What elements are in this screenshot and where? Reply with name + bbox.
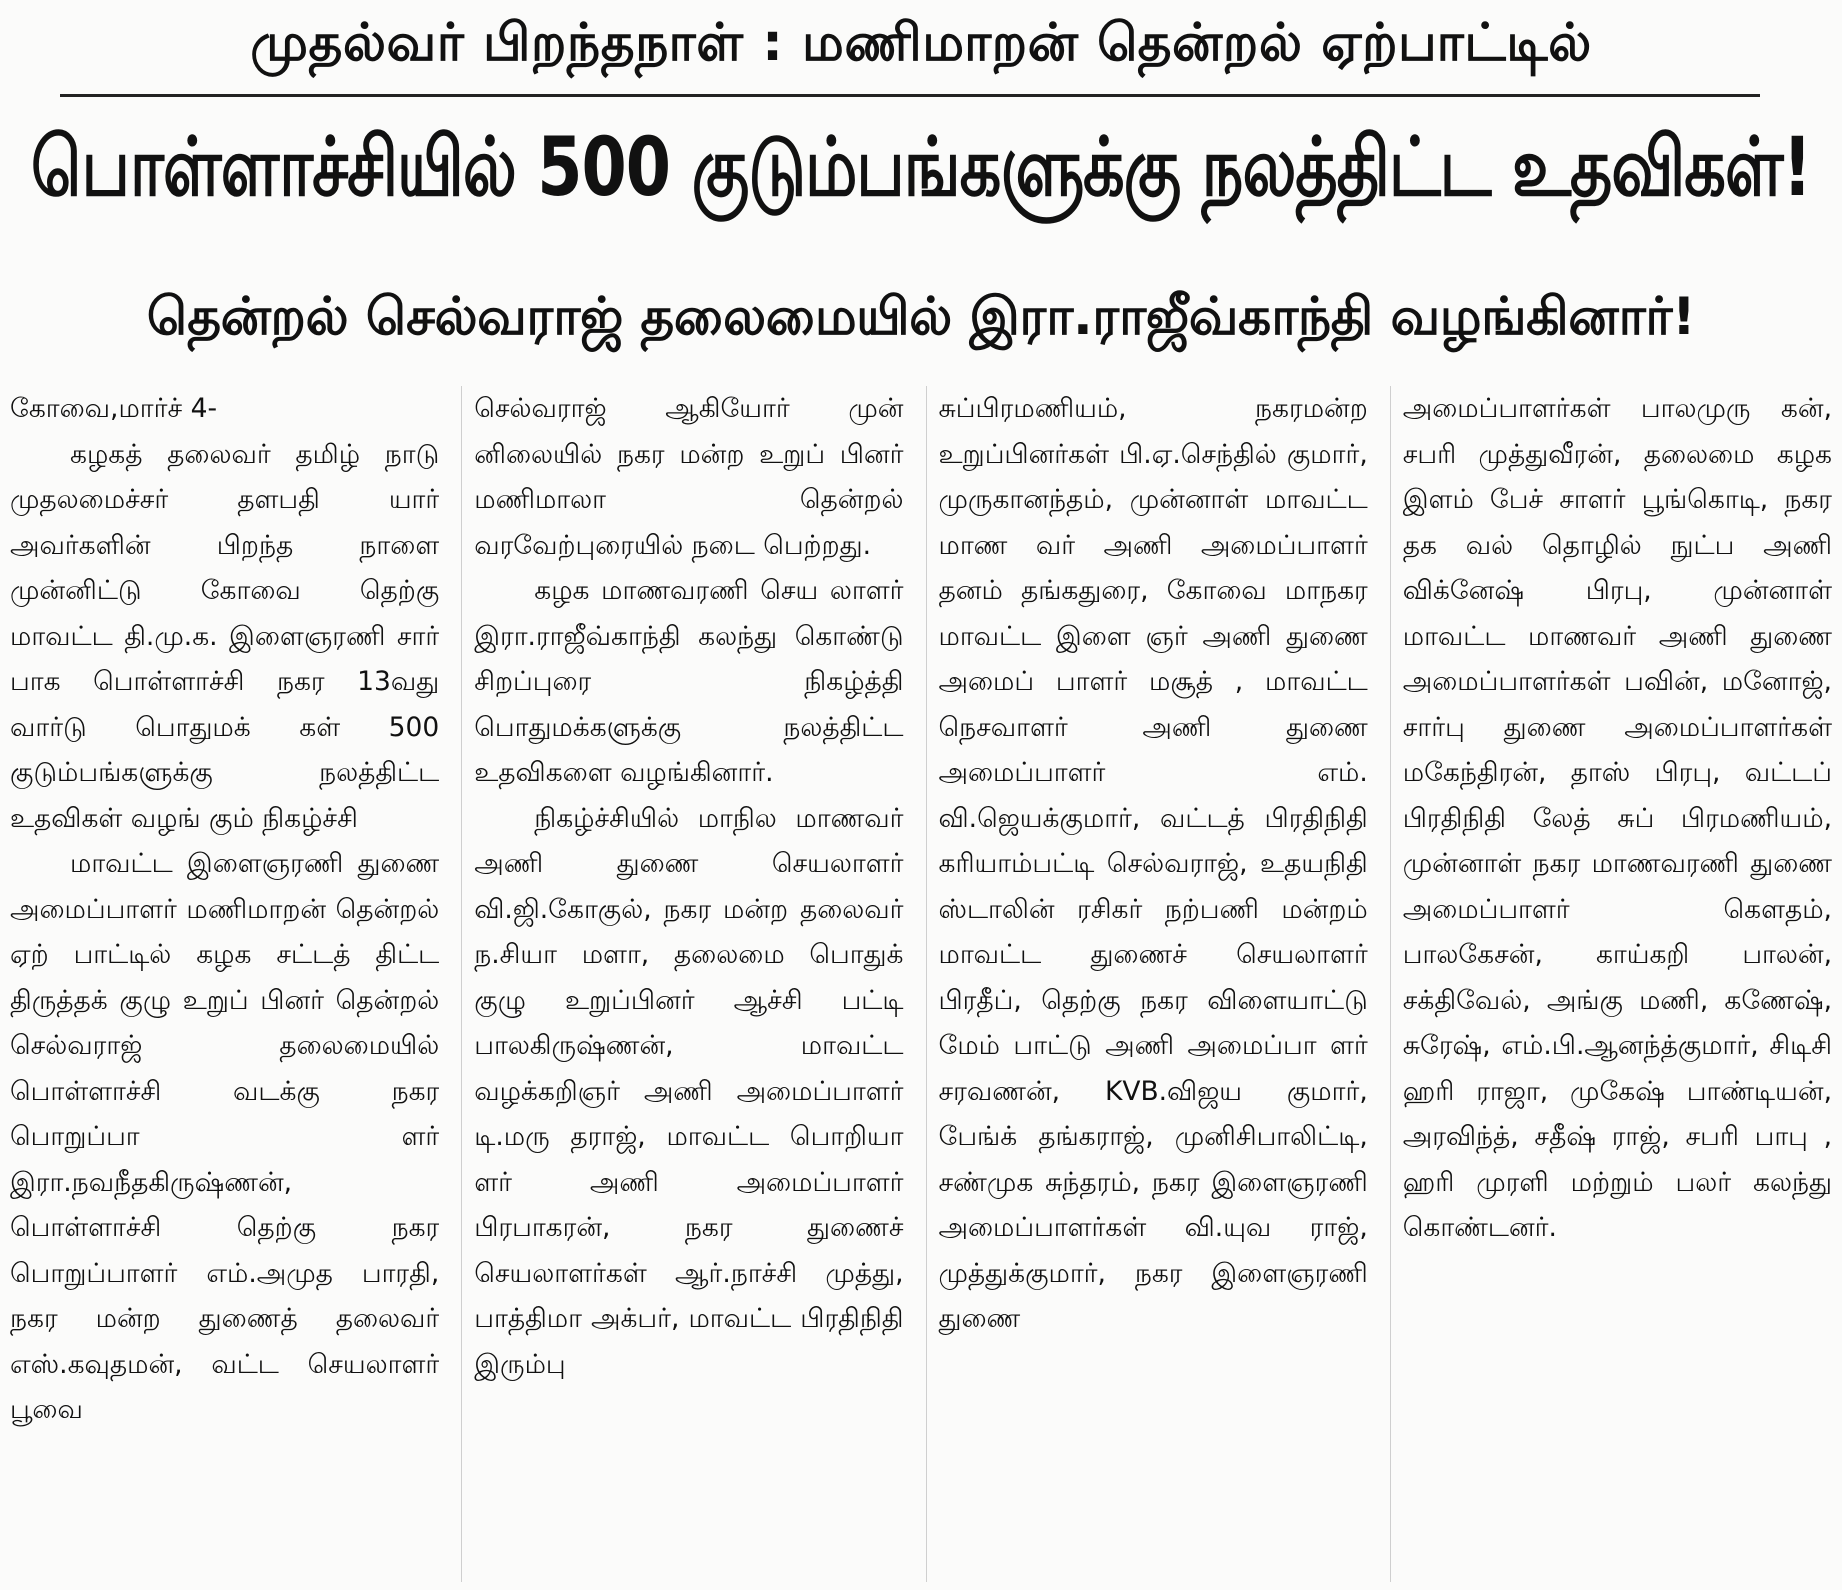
- article-column-4: [1390, 386, 1832, 1582]
- article-column-1: [10, 386, 439, 1582]
- paragraph: செல்வராஜ் ஆகியோர் முன் னிலையில் நகர மன்ற உறுப் பினர் மணிமாலா தென்றல் வரவேற்புரையில் நடை பெற்றது.: [474, 393, 904, 561]
- paragraph: கழக மாணவரணி செய லாளர் இரா.ராஜீவ்காந்தி கலந்து கொண்டு சிறப்புரை நிகழ்த்தி பொதுமக்களுக்கு நலத்திட்ட உதவிகளை வழங்கினார்.: [474, 575, 904, 788]
- paragraph: கழகத் தலைவர் தமிழ் நாடு முதலமைச்சர் தளபதி யார் அவர்களின் பிறந்த நாளை முன்னிட்டு கோவை தெற்கு மாவட்ட தி.மு.க. இளைஞரணி சார் பாக பொள்ளாச்சி நகர 13வது வார்டு பொதுமக் கள் 500 குடும்பங்களுக்கு நலத்திட்ட உதவிகள் வழங் கும் நிகழ்ச்சி: [10, 438, 440, 834]
- paragraph: நிகழ்ச்சியில் மாநில மாணவர் அணி துணை செயலாளர் வி.ஜி.கோகுல், நகர மன்ற தலைவர் ந.சியா மளா, தலைமை பொதுக் குழு உறுப்பினர் ஆச்சி பட்டி பாலகிருஷ்ணன், மாவட்ட வழக்கறிஞர் அணி அமைப்பாளர் டி.மரு தராஜ், மாவட்ட பொறியா ளர் அணி அமைப்பாளர் பிரபாகரன், நகர துணைச் செயலாளர்கள் ஆர்.நாச்சி முத்து, பாத்திமா அக்பர், மாவட்ட பிரதிநிதி இரும்பு: [474, 802, 904, 1380]
- dateline: கோவை,மார்ச் 4-: [10, 393, 218, 424]
- article-column-2: [461, 386, 903, 1582]
- paragraph: மாவட்ட இளைஞரணி துணை அமைப்பாளர் மணிமாறன் தென்றல் ஏற் பாட்டில் கழக சட்டத் திட்ட திருத்தக் குழு உறுப் பினர் தென்றல் செல்வராஜ் தலைமையில் பொள்ளாச்சி வடக்கு நகர பொறுப்பா ளர் இரா.நவநீதகிருஷ்ணன், பொள்ளாச்சி தெற்கு நகர பொறுப்பாளர் எம்.அமுத பாரதி, நகர மன்ற துணைத் தலைவர் எஸ்.கவுதமன், வட்ட செயலாளர் பூவை: [10, 848, 440, 1425]
- article-column-3: [926, 386, 1368, 1582]
- article-body: [10, 386, 1832, 1582]
- paragraph: அமைப்பாளர்கள் பாலமுரு கன், சபரி முத்துவீரன், தலைமை கழக இளம் பேச் சாளர் பூங்கொடி, நகர தக வல் தொழில் நுட்ப அணி விக்னேஷ் பிரபு, முன்னாள் மாவட்ட மாணவர் அணி துணை அமைப்பாளர்கள் பவின், மனோஜ், சார்பு துணை அமைப்பாளர்கள் மகேந்திரன், தாஸ் பிரபு, வட்டப் பிரதிநிதி லேத் சுப் பிரமணியம், முன்னாள் நகர மாணவரணி துணை அமைப்பாளர் கௌதம், பாலகேசன், காய்கறி பாலன், சக்திவேல், அங்கு மணி, கணேஷ், சுரேஷ், எம்.பி.ஆனந்த்குமார், சிடிசி ஹரி ராஜா, முகேஷ் பாண்டியன், அரவிந்த், சதீஷ் ராஜ், சபரி பாபு , ஹரி முரளி மற்றும் பலர் கலந்து கொண்டனர்.: [1402, 393, 1832, 1243]
- headline: பொள்ளாச்சியில் 500 குடும்பங்களுக்கு நலத்திட்ட உதவிகள்!: [30, 121, 1812, 215]
- subheadline: தென்றல் செல்வராஜ் தலைமையில் இரா.ராஜீவ்காந்தி வழங்கினார்!: [146, 287, 1696, 347]
- kicker-underline: [60, 94, 1760, 97]
- paragraph: சுப்பிரமணியம், நகரமன்ற உறுப்பினர்கள் பி.ஏ.செந்தில் குமார், முருகானந்தம், முன்னாள் மாவட்ட மாண வர் அணி அமைப்பாளர் தனம் தங்கதுரை, கோவை மாநகர மாவட்ட இளை ஞர் அணி துணை அமைப் பாளர் மசூத் , மாவட்ட நெசவாளர் அணி துணை அமைப்பாளர் எம். வி.ஜெயக்குமார், வட்டத் பிரதிநிதி கரியாம்பட்டி செல்வராஜ், உதயநிதி ஸ்டாலின் ரசிகர் நற்பணி மன்றம் மாவட்ட துணைச் செயலாளர் பிரதீப், தெற்கு நகர விளையாட்டு மேம் பாட்டு அணி அமைப்பா ளர் சரவணன், KVB.விஜய குமார், பேங்க் தங்கராஜ், முனிசிபாலிட்டி, சண்முக சுந்தரம், நகர இளைஞரணி அமைப்பாளர்கள் வி.யுவ ராஜ், முத்துக்குமார், நகர இளைஞரணி துணை: [938, 393, 1368, 1334]
- kicker-line: முதல்வர் பிறந்தநாள் : மணிமாறன் தென்றல் ஏற்பாட்டில்: [250, 13, 1592, 73]
